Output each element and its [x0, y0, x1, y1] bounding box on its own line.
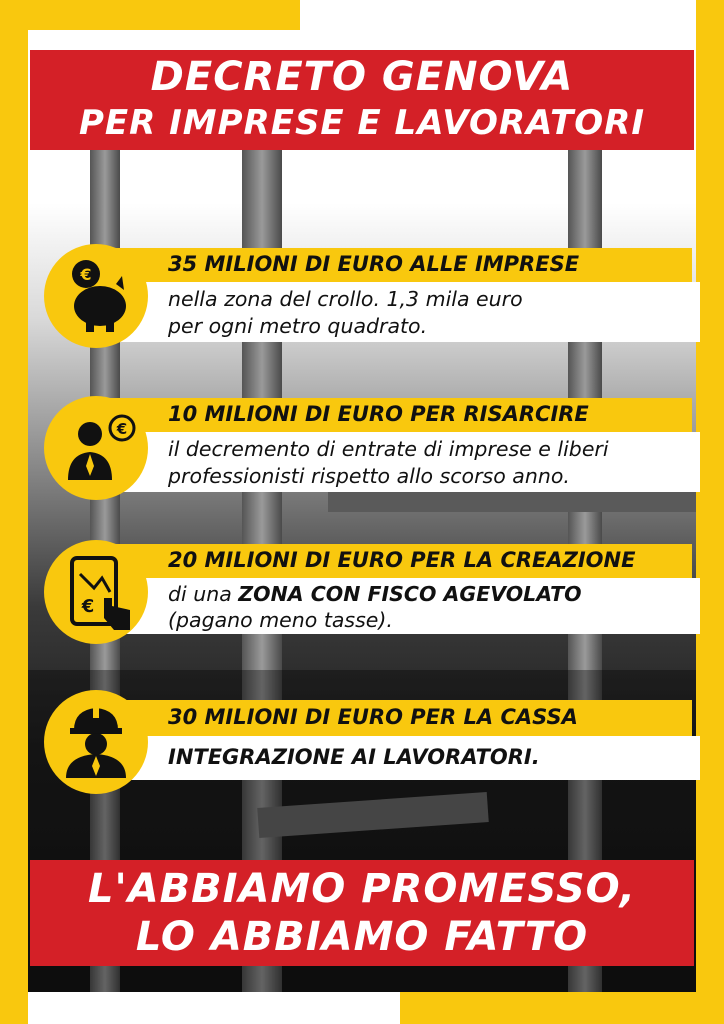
- item-3-line1-prefix: di una: [168, 582, 239, 606]
- tablet-euro-touch-icon: [44, 540, 148, 644]
- item-4-headline: 30 MILIONI DI EURO PER LA CASSA: [168, 705, 578, 729]
- item-3-line1-bold: ZONA CON FISCO AGEVOLATO: [238, 582, 582, 606]
- item-3-line1: [168, 581, 582, 607]
- bridge-photo-background: [28, 30, 696, 992]
- item-4-icon-circle: [44, 690, 148, 794]
- deck-segment: [328, 490, 696, 512]
- item-1-line1: nella zona del crollo. 1,3 mila euro: [168, 287, 523, 311]
- item-1-line2: per ogni metro quadrato.: [168, 314, 428, 338]
- item-2-line1: il decremento di entrate di imprese e liberi: [168, 437, 609, 461]
- footer-line2: LO ABBIAMO FATTO: [135, 914, 589, 960]
- footer-banner: [30, 860, 694, 966]
- item-3-icon-circle: [44, 540, 148, 644]
- footer-line1: L'ABBIAMO PROMESSO,: [87, 866, 636, 912]
- item-3-line2: (pagano meno tasse).: [168, 608, 393, 632]
- svg-text:€: €: [81, 596, 95, 617]
- item-4-line1: INTEGRAZIONE AI LAVORATORI.: [168, 745, 540, 769]
- item-2-line2: professionisti rispetto allo scorso anno.: [168, 464, 570, 488]
- yellow-frame-left: [0, 0, 28, 1024]
- yellow-frame-bottom: [400, 992, 724, 1024]
- item-1-icon-circle: [44, 244, 148, 348]
- item-2-headline: 10 MILIONI DI EURO PER RISARCIRE: [168, 402, 589, 426]
- header-title-line2: PER IMPRESE E LAVORATORI: [78, 103, 646, 143]
- piggy-bank-euro-icon: [44, 244, 148, 348]
- yellow-frame-right: [696, 0, 724, 1024]
- svg-text:€: €: [116, 420, 128, 438]
- item-3-headline: 20 MILIONI DI EURO PER LA CREAZIONE: [168, 548, 636, 572]
- item-2-icon-circle: [44, 396, 148, 500]
- svg-text:€: €: [80, 265, 92, 284]
- businessman-euro-icon: [44, 396, 148, 500]
- header-banner: [30, 50, 694, 150]
- worker-helmet-icon: [44, 690, 148, 794]
- item-1-headline: 35 MILIONI DI EURO ALLE IMPRESE: [168, 252, 580, 276]
- header-title-line1: DECRETO GENOVA: [150, 54, 574, 100]
- yellow-frame-top-left: [0, 0, 300, 30]
